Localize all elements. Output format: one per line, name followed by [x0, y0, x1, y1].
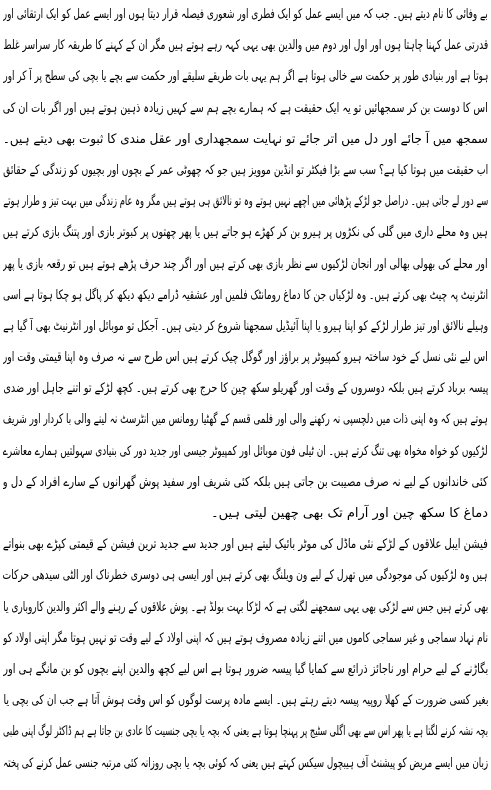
- text-line: [3, 311, 488, 342]
- text-line: [3, 592, 488, 623]
- line-text: زبان میں ایسے مریض کو پیشنٹ آف ہیبچول سیکس کہتے ہیں یعنی کہ کوئی بچہ یا بچی روزانہ کئی مرتبہ جنسی عمل کرنے کی پختہ: [3, 755, 488, 771]
- line-text: نام نہاد سماجی و غیر سماجی کاموں میں اتنے زیادہ مصروف ہوتے ہیں کہ اپنی اولاد کے لیے وقت تو نہیں ہوتا مگر اپنی اولاد کو: [3, 630, 488, 646]
- line-text: کئی خاندانوں کے لیے نہ صرف مصیبت بن جاتی ہیں بلکہ کئی شریف اور سفید پوش گھرانوں کے سارے افراد کے دل و: [3, 474, 488, 490]
- paragraph: [3, 155, 488, 529]
- line-text: دماغ کا سکھ چین اور آرام تک بھی چھین لیتی ہیں۔: [210, 506, 488, 521]
- text-line: [3, 654, 488, 685]
- text-line: [3, 124, 488, 155]
- line-text: ہیں وہ لڑکیوں کی موجودگی میں تھرل کے لیے ون ویلنگ بھی کرتے ہیں اور ایسی ہی دوسری خطرناک اور الٹی سیدھی حرکات: [3, 568, 488, 584]
- line-text: بگاڑنے کے لیے حرام اور ناجائز ذرائع سے کمایا گیا پیسہ ضرور ہوتا ہے اس لیے کچھ والدین اپنے بچوں کو بن مانگے ہی اور: [3, 661, 488, 677]
- text-line: [3, 529, 488, 560]
- text-line: [3, 560, 488, 591]
- text-line: [3, 404, 488, 435]
- text-line: [3, 61, 488, 92]
- line-text: قدرتی عمل کہنا چاہتا ہوں اور اول اور دوم میں والدین بھی یہی کہہ رہے ہوتے ہیں مگر ان کے کہنے کا طریقہ کار سراسر غلط: [3, 38, 488, 54]
- text-line: [3, 0, 488, 30]
- text-line: [3, 186, 488, 217]
- text-line: [3, 436, 488, 467]
- line-text: سمجھ میں آ جائے اور دل میں اتر جائے تو نہایت سمجھداری اور عقل مندی کا ثبوت بھی دیتے ہیں۔: [3, 131, 488, 147]
- line-text: لڑکیوں کو خواہ مخواہ بھی تنگ کرتے ہیں۔ ان ٹیلی فون موبائل اور کمپیوٹر جیسی اور جدید دور کی بنیادی سہولتیں ہمارے معاشرے: [3, 443, 488, 459]
- line-text: ہوتے ہیں کہ وہ اپنی ذات میں دلچسپی نہ رکھنے والی اور فلمی قسم کے گھٹیا رومانس میں انٹرسٹ نہ لینے والی با کردار اور شریف: [3, 412, 488, 428]
- line-text: اور محلے کی بھولی بھالی اور انجان لڑکیوں سے نظر بازی بھی کرتے ہیں اور اگر چند حرف پڑھے ہوتے ہیں تو رقعہ بازی یا پھر: [3, 256, 488, 272]
- line-text: بغیر کسی ضرورت کے کھلا روپیہ پیسہ دیتے رہتے ہیں۔ ایسے مادہ پرست لوگوں کو اس وقت ہوش آتا ہے جب ان کی بچی یا: [3, 693, 488, 709]
- text-line: [3, 498, 488, 529]
- text-line: [3, 685, 488, 716]
- text-line: [3, 217, 488, 248]
- line-text: ہوتا ہے اور بنیادی طور پر حکمت سے خالی ہوتا ہے اگر ہم یہی بات طریقے سلیقے اور حکمت سے بچے یا بچی کی سطح پر آ کر اور: [3, 69, 488, 85]
- line-text: وہیلے نالائق اور تیز طرار لڑکے کو اپنا ہیرو یا اپنا آئیڈیل سمجھنا شروع کر دیتی ہیں۔ آجکل تو موبائل اور انٹرنیٹ بھی آ گیا ہے: [3, 318, 488, 334]
- line-text: پیسہ برباد کرتے ہیں بلکہ دوسروں کے وقت اور گھریلو سکھ چین کا حرج بھی کرتے ہیں۔ کچھ لڑکے تو اتنے جاہل اور ضدی: [3, 381, 488, 397]
- text-line: [3, 30, 488, 61]
- line-text: اس لیے نئی نسل کے خود ساختہ ہیرو کمپیوٹر پر براؤز اور گوگل چیک کرتے ہیں اس طرح سے نہ صرف وہ اپنا قیمتی وقت اور: [3, 350, 488, 366]
- line-text: ہیں وہ محلے داری میں گلی کی نکڑوں پر ہیرو بن کر کھڑے ہو جاتے ہیں یا پھر چھتوں پر کبوتر بازی اور پتنگ بازی کرتے ہیں: [3, 225, 488, 241]
- line-text: انٹرنیٹ پہ چیٹ بھی کرتے ہیں۔ وہ لڑکیاں جن کا دماغ رومانٹک فلمیں اور عشقیہ ڈرامے دیکھ دیکھ کر پاگل ہو چکا ہوتا ہے اسی: [3, 287, 488, 303]
- paragraph: [3, 0, 488, 155]
- document-page: [3, 0, 488, 779]
- text-line: [3, 716, 488, 747]
- line-text: بچہ نشہ کرنے لگتا ہے یا پھر اس سے بھی اگلی سٹیج پر پہنچا ہوتا ہے یعنی کہ بچہ یا بچی جنسیت کا عادی بن جاتا ہے ہم ڈاکٹر لوگ اپنی طبی: [3, 724, 488, 740]
- text-line: [3, 155, 488, 186]
- text-line: [3, 280, 488, 311]
- line-text: اس کا دوست بن کر سمجھائیں تو یہ ایک حقیقت ہے کہ ہمارے بچے ہم سے کہیں زیادہ ذہین ہوتے ہیں اور اگر بات ان کی: [3, 100, 488, 116]
- text-line: [3, 373, 488, 404]
- text-line: [3, 93, 488, 124]
- text-line: [3, 249, 488, 280]
- line-text: اب حقیقت میں ہوتا کیا ہے؟ سب سے بڑا فیکٹر تو انڈین موویز ہیں جو کہ چھوٹی عمر کے بچوں اور بچیوں کو زندگی کے حقائق: [3, 162, 488, 178]
- text-line: [3, 748, 488, 779]
- text-line: [3, 342, 488, 373]
- line-text: بے وفائی کا نام دیتے ہیں۔ جب کہ میں ایسے عمل کو ایک فطری اور شعوری فیصلہ قرار دیتا ہوں اور ایسے عمل کو ایک ارتقائی اور: [3, 7, 488, 22]
- line-text: بھی کرتے ہیں جس سے لڑکی بھی یہی سمجھنے لگتی ہے کہ لڑکا بہت بولڈ ہے۔ پوش علاقوں کے رہنے والے اکثر والدین کاروباری یا: [3, 599, 488, 615]
- line-text: فیشن ایبل علاقوں کے لڑکے نئی ماڈل کی موٹر بائیک لیتے ہیں اور جدید سے جدید ترین فیشن کے قیمتی کپڑے بھی بنواتے: [3, 537, 488, 553]
- paragraph: [3, 529, 488, 779]
- text-line: [3, 467, 488, 498]
- text-line: [3, 623, 488, 654]
- line-text: سے دور لے جاتی ہیں۔ دراصل جو لڑکے پڑھائی میں اچھے نہیں ہوتے وہ تو نالائق ہی ہوتے ہیں مگر وہ عام زندگی میں بہت تیز و طرار ہوتے: [3, 194, 488, 210]
